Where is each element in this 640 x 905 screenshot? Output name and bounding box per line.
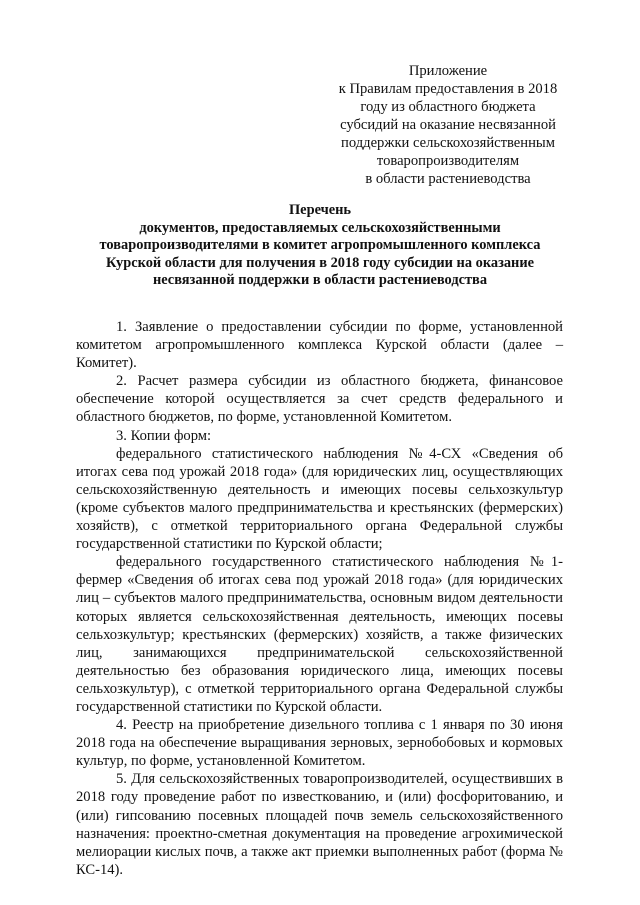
heading-line: Курской области для получения в 2018 году субсидии на оказание [105,254,535,271]
appendix-line: в области растениеводства [365,171,531,187]
appendix-line: к Правилам предоставления в 2018 [338,81,558,97]
appendix-line: товаропроизводителям [376,153,520,169]
appendix-line: поддержки сельскохозяйственным [341,135,555,151]
list-item: 1. Заявление о предоставлении субсидии по форме, установленной комитетом агропромышленного комплекса Курской области (далее – Комитет). [76,319,563,372]
document-heading [70,202,570,290]
list-item: 5. Для сельскохозяйственных товаропроизводителей, осуществивших в 2018 году проведение работ по известкованию, и (или) фосфоритованию, и (или) гипсованию посевных площадей почв земель сельскохозяйственного назначения: проектно-сметная документация на проведение агрохимической мелиорации кислых почв, а также акт приемки выполненных работ (форма № КС-14). [76,771,563,878]
appendix-line: субсидий на оказание несвязанной [340,117,556,133]
appendix-line: Приложение [408,63,488,79]
list-item: федерального статистического наблюдения №4-СХ «Сведения об итогах сева под урожай 2018 года» (для юридических лиц, осуществляющих сельскохозяйственную деятельность и имеющих посевы сельхозкультур (кроме субъектов малого предпринимательства и крестьянских (фермерских) хозяйств), с отметкой территориального органа Федеральной службы государственной статистики по Курской области; [76,445,563,553]
document-title: Перечень [288,202,352,218]
document-body [76,318,563,879]
list-item: 2. Расчет размера субсидии из областного бюджета, финансовое обеспечение которой осуществляется за счет средств федерального и областного бюджетов, по форме, установленной Комитетом. [76,373,563,426]
heading-line: документов, предоставляемых сельскохозяйственными [139,219,501,236]
list-item: 3. Копии форм: [116,427,212,444]
appendix-block [318,62,578,188]
heading-line: несвязанной поддержки в области растениеводства [152,272,488,289]
appendix-line: году из областного бюджета [360,99,536,115]
list-item: 4. Реестр на приобретение дизельного топлива с 1 января по 30 июня 2018 года на обеспечение выращивания зерновых, зернобобовых и кормовых культур, по форме, установленной Комитетом. [76,717,563,770]
heading-line: товаропроизводителями в комитет агропромышленного комплекса [99,237,541,254]
list-item: федерального государственного статистического наблюдения №1-фермер «Сведения об итогах сева под урожай 2018 года» (для юридических лиц – субъектов малого предпринимательства, основным видом деятельности которых является сельскохозяйственная деятельность, имеющих посевы сельхозкультур; крестьянских (фермерских) хозяйств, а также физических лиц, занимающихся предпринимательской сельскохозяйственной деятельностью без образования юридического лица, имеющих посевы сельхозкультур), с отметкой территориального органа Федеральной службы государственной статистики по Курской области. [76,554,563,715]
